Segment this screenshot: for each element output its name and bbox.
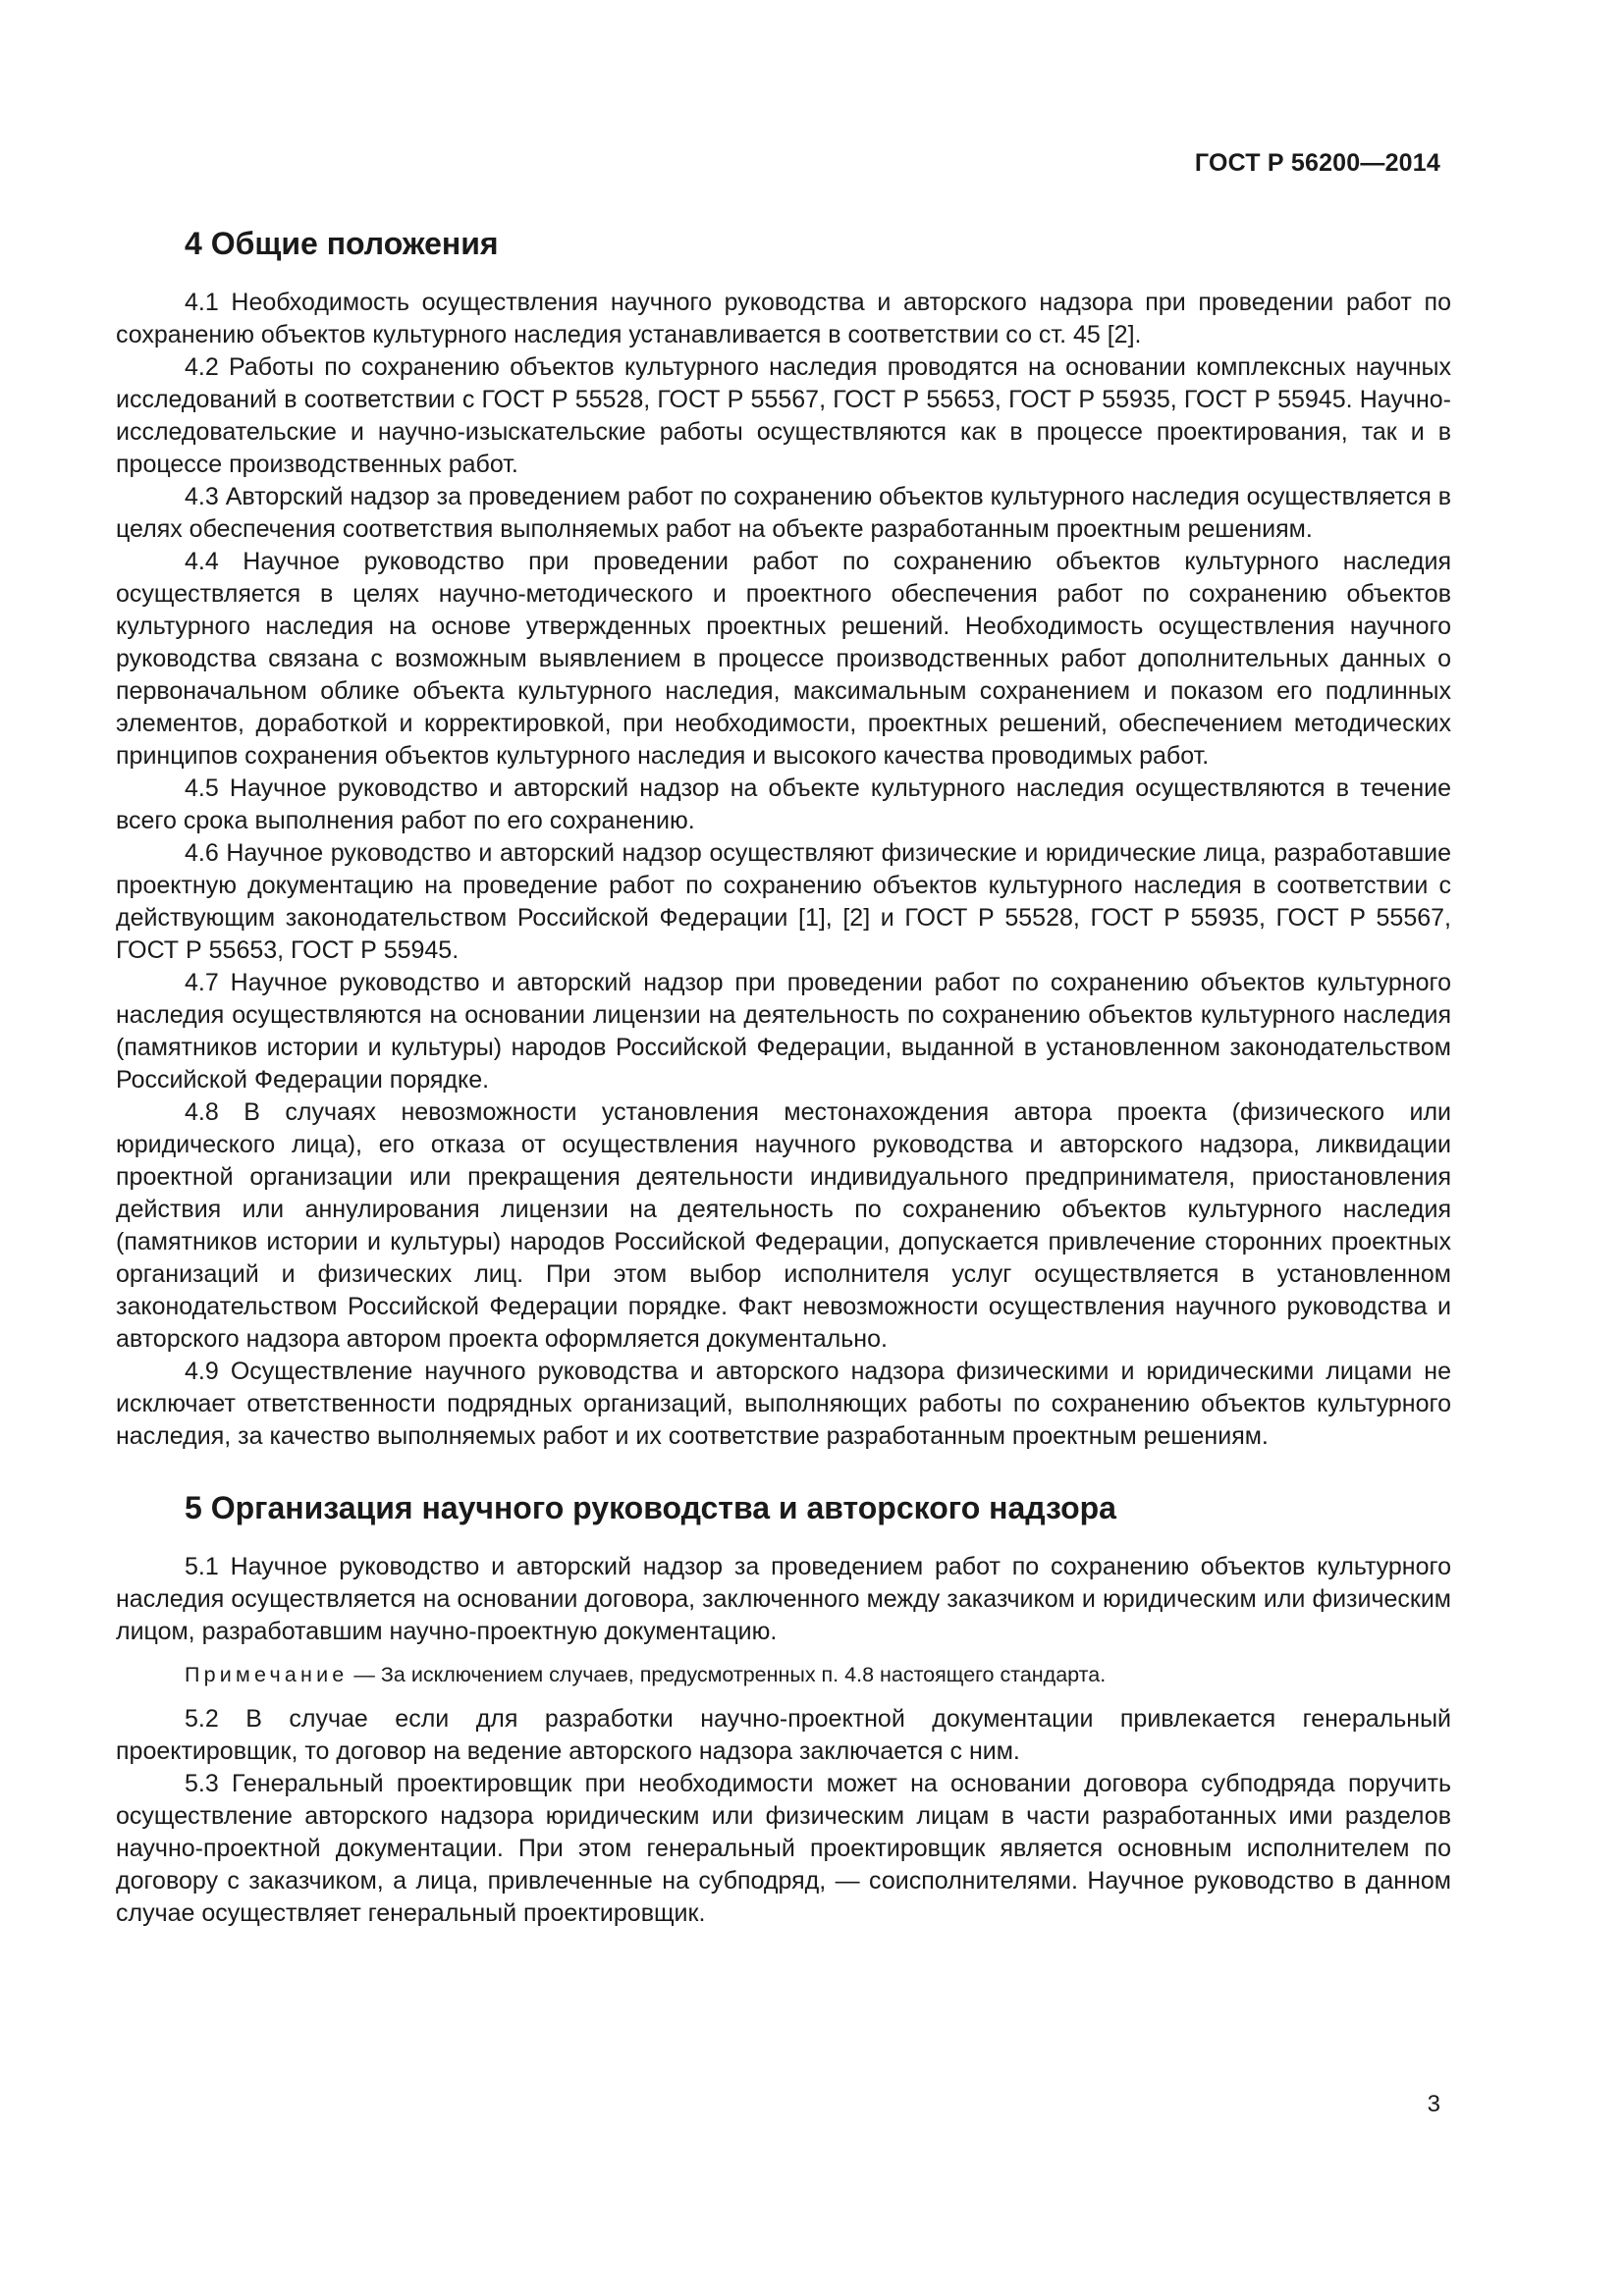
paragraph-4-3: 4.3 Авторский надзор за проведением работ по сохранению объектов культурного наследия осуществляется в целях обеспечения соответствия выполняемых работ на объекте разработанным проектным решениям.: [116, 483, 1451, 543]
note: [116, 1660, 1451, 1689]
paragraph-4-7: 4.7 Научное руководство и авторский надзор при проведении работ по сохранению объектов культурного наследия осуществляются на основании лицензии на деятельность по сохранению объектов культурного наследия (памятников истории и культуры) народов Российской Федерации, выданной в установленном законодательством Российской Федерации порядке.: [116, 969, 1451, 1094]
note-label: Примечание: [185, 1663, 349, 1686]
section-4-title: 4 Общие положения: [185, 226, 499, 261]
paragraph-4-1: 4.1 Необходимость осуществления научного руководства и авторского надзора при проведении работ по сохранению объектов культурного наследия устанавливается в соответствии со ст. 45 [2].: [116, 289, 1451, 348]
paragraph-4-9: 4.9 Осуществление научного руководства и авторского надзора физическими и юридическими лицами не исключает ответственности подрядных организаций, выполняющих работы по сохранению объектов культурного наследия, за качество выполняемых работ и их соответствие разработанным проектным решениям.: [116, 1358, 1451, 1450]
paragraph-5-3: 5.3 Генеральный проектировщик при необходимости может на основании договора субподряда поручить осуществление авторского надзора юридическим или физическим лицам в части разработанных ими разделов научно-проектной документации. При этом генеральный проектировщик является основным исполнителем по договору с заказчиком, а лица, привлеченные на субподряд, — соисполнителями. Научное руководство в данном случае осуществляет генеральный проектировщик.: [116, 1770, 1451, 1927]
paragraph-4-8: 4.8 В случаях невозможности установления местонахождения автора проекта (физического или юридического лица), его отказа от осуществления научного руководства и авторского надзора, ликвидации проектной организации или прекращения деятельности индивидуального предпринимателя, приостановления действия или аннулирования лицензии на деятельность по сохранению объектов культурного наследия (памятников истории и культуры) народов Российской Федерации, допускается привлечение сторонних проектных организаций и физических лиц. При этом выбор исполнителя услуг осуществляется в установленном законодательством Российской Федерации порядке. Факт невозможности осуществления научного руководства и авторского надзора автором проекта оформляется документально.: [116, 1098, 1451, 1353]
section-5-title: 5 Организация научного руководства и авторского надзора: [185, 1490, 1116, 1525]
paragraph-4-4: 4.4 Научное руководство при проведении работ по сохранению объектов культурного наследия осуществляется в целях научно-методического и проектного обеспечения работ по сохранению объектов культурного наследия на основе утвержденных проектных решений. Необходимость осуществления научного руководства связана с возможным выявлением в процессе производственных работ дополнительных данных о первоначальном облике объекта культурного наследия, максимальным сохранением и показом его подлинных элементов, доработкой и корректировкой, при необходимости, проектных решений, обеспечением методических принципов сохранения объектов культурного наследия и высокого качества проводимых работ.: [116, 548, 1451, 770]
note-text: — За исключением случаев, предусмотренных п. 4.8 настоящего стандарта.: [348, 1663, 1107, 1686]
paragraph-4-5: 4.5 Научное руководство и авторский надзор на объекте культурного наследия осуществляются в течение всего срока выполнения работ по его сохранению.: [116, 774, 1451, 834]
paragraph-4-6: 4.6 Научное руководство и авторский надзор осуществляют физические и юридические лица, разработавшие проектную документацию на проведение работ по сохранению объектов культурного наследия в соответствии с действующим законодательством Российской Федерации [1], [2] и ГОСТ Р 55528, ГОСТ Р 55935, ГОСТ Р 55567, ГОСТ Р 55653, ГОСТ Р 55945.: [116, 839, 1451, 964]
paragraph-5-2: 5.2 В случае если для разработки научно-проектной документации привлекается генеральный проектировщик, то договор на ведение авторского надзора заключается с ним.: [116, 1705, 1451, 1765]
document-code: ГОСТ Р 56200—2014: [1194, 149, 1440, 177]
page-number: 3: [1427, 2091, 1440, 2117]
paragraph-5-1: 5.1 Научное руководство и авторский надзор за проведением работ по сохранению объектов культурного наследия осуществляется на основании договора, заключенного между заказчиком и юридическим или физическим лицом, разработавшим научно-проектную документацию.: [116, 1553, 1451, 1645]
paragraph-4-2: 4.2 Работы по сохранению объектов культурного наследия проводятся на основании комплексных научных исследований в соответствии с ГОСТ Р 55528, ГОСТ Р 55567, ГОСТ Р 55653, ГОСТ Р 55935, ГОСТ Р 55945. Научно-исследовательские и научно-изыскательские работы осуществляются как в процессе проектирования, так и в процессе производственных работ.: [116, 353, 1451, 478]
page-content: [116, 224, 1451, 1930]
